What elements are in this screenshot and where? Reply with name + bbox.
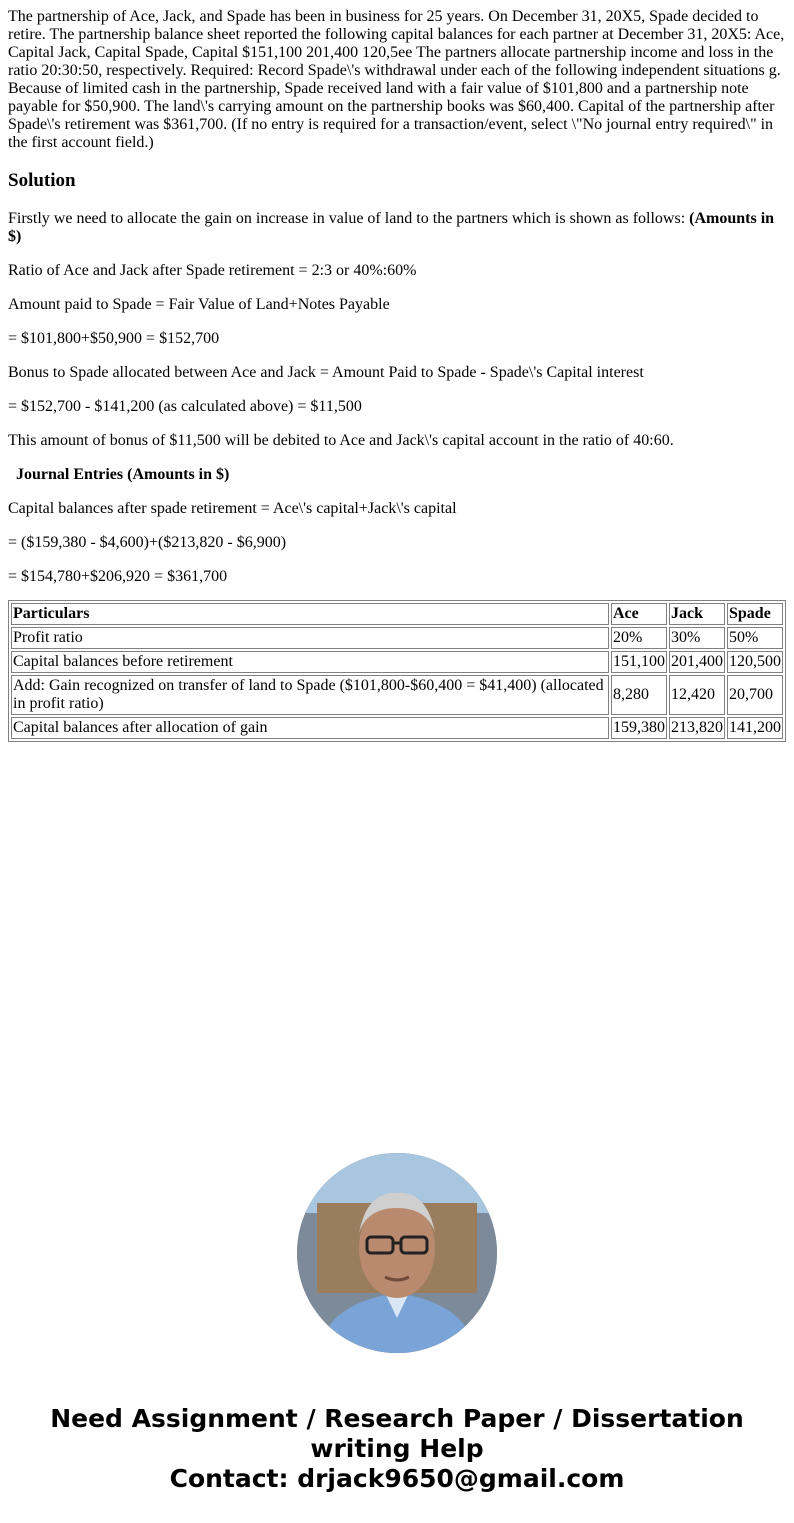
- cell: 20%: [611, 627, 667, 649]
- person-photo-icon: [297, 1153, 497, 1353]
- intro-bold: (Amounts in $): [8, 210, 775, 245]
- contact-footer: [0, 1404, 794, 1494]
- table-row: [11, 675, 783, 715]
- intro-text: Firstly we need to allocate the gain on increase in value of land to the partners which is shown as follows:: [8, 210, 690, 227]
- cell: 120,500: [727, 651, 783, 673]
- cell: 12,420: [669, 675, 725, 715]
- cell: 213,820: [669, 717, 725, 739]
- solution-line: = $152,700 - $141,200 (as calculated above) = $11,500: [8, 398, 362, 415]
- table-header-row: [11, 603, 783, 625]
- solution-line: This amount of bonus of $11,500 will be debited to Ace and Jack\'s capital account in the ratio of 40:60.: [8, 432, 674, 449]
- footer-help-text: Need Assignment / Research Paper / Dissertation writing Help: [50, 1404, 744, 1463]
- cell: 50%: [727, 627, 783, 649]
- solution-line: Bonus to Spade allocated between Ace and Jack = Amount Paid to Spade - Spade\'s Capital interest: [8, 364, 644, 381]
- cell: 201,400: [669, 651, 725, 673]
- document-body: [0, 0, 794, 742]
- cell: Profit ratio: [11, 627, 609, 649]
- solution-line: = ($159,380 - $4,600)+($213,820 - $6,900): [8, 534, 287, 551]
- header-jack: Jack: [669, 603, 725, 625]
- table-row: [11, 651, 783, 673]
- solution-line: = $101,800+$50,900 = $152,700: [8, 330, 220, 347]
- cell: 20,700: [727, 675, 783, 715]
- footer-contact-text: Contact: drjack9650@gmail.com: [169, 1464, 625, 1493]
- capital-table: [8, 600, 786, 742]
- table-row: [11, 717, 783, 739]
- solution-line: Ratio of Ace and Jack after Spade retirement = 2:3 or 40%:60%: [8, 262, 417, 279]
- cell: 151,100: [611, 651, 667, 673]
- solution-line: Amount paid to Spade = Fair Value of Land+Notes Payable: [8, 296, 390, 313]
- cell: Capital balances before retirement: [11, 651, 609, 673]
- header-spade: Spade: [727, 603, 783, 625]
- author-avatar: [297, 1153, 497, 1353]
- cell: 159,380: [611, 717, 667, 739]
- cell: 141,200: [727, 717, 783, 739]
- question-text: The partnership of Ace, Jack, and Spade has been in business for 25 years. On December 31, 20X5, Spade decided to retire. The partnership balance sheet reported the following capital balances for each partner at December 31, 20X5: Ace, Capital Jack, Capital Spade, Capital $151,100 201,400 120,5ee The partners allocate partnership income and loss in the ratio 20:30:50, respectively. Required: Record Spade\'s withdrawal under each of the following independent situations g. Because of limited cash in the partnership, Spade received land with a fair value of $101,800 and a partnership note payable for $50,900. The land\'s carrying amount on the partnership books was $60,400. Capital of the partnership after Spade\'s retirement was $361,700. (If no entry is required for a transaction/event, select \"No journal entry required\" in the first account field.): [8, 8, 785, 151]
- cell: Add: Gain recognized on transfer of land to Spade ($101,800-$60,400 = $41,400) (allocated in profit ratio): [11, 675, 609, 715]
- header-ace: Ace: [611, 603, 667, 625]
- header-particulars: Particulars: [11, 603, 609, 625]
- cell: 30%: [669, 627, 725, 649]
- solution-heading: Solution: [8, 170, 76, 191]
- cell: 8,280: [611, 675, 667, 715]
- table-row: [11, 627, 783, 649]
- solution-line: Capital balances after spade retirement = Ace\'s capital+Jack\'s capital: [8, 500, 457, 517]
- solution-line: = $154,780+$206,920 = $361,700: [8, 568, 228, 585]
- journal-heading: Journal Entries (Amounts in $): [16, 466, 230, 483]
- cell: Capital balances after allocation of gain: [11, 717, 609, 739]
- intro-paragraph: [8, 210, 786, 246]
